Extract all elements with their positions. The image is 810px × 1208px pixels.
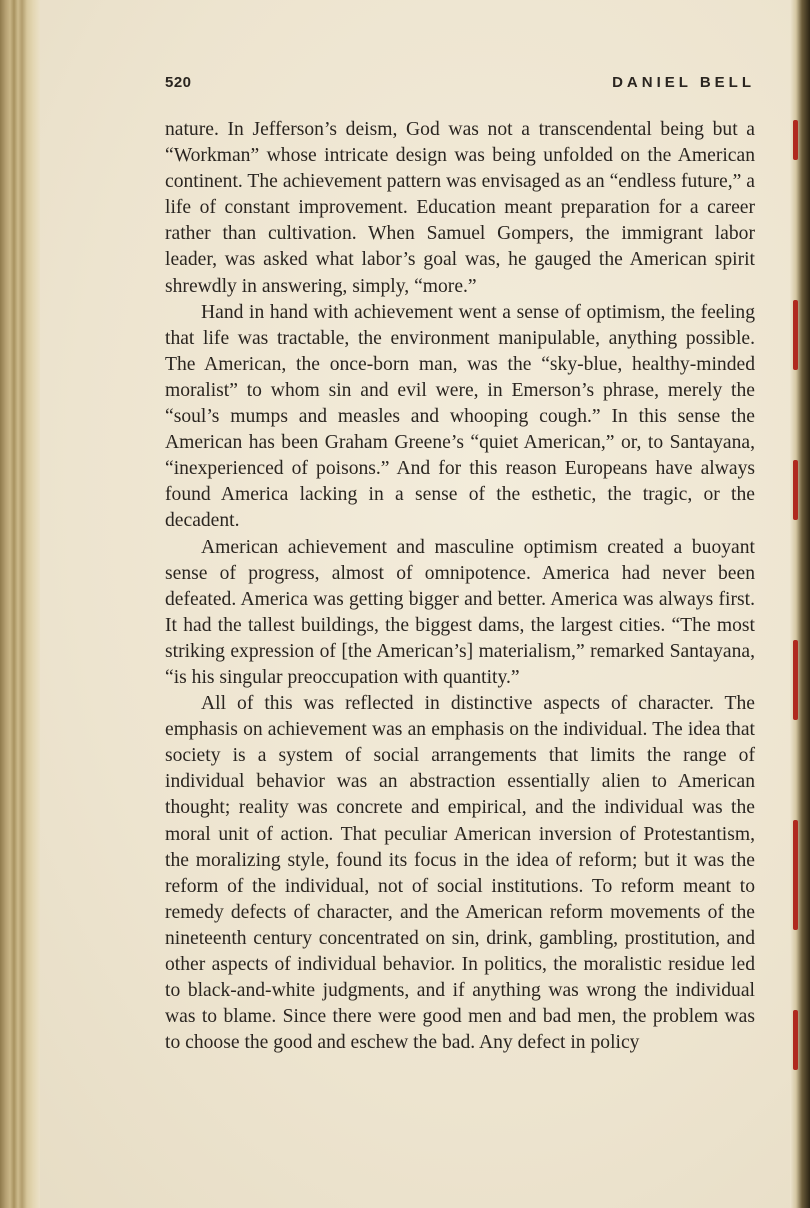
book-spine (0, 0, 40, 1208)
paragraph-1: nature. In Jefferson’s deism, God was not a transcendental being but a “Workman” whose intricate design was being unfolded on the American continent. The achievement pattern was envisaged as an “endless future,” a life of constant improvement. Education meant preparation for a career rather than cultivation. When Samuel Gompers, the immigrant labor leader, was asked what labor’s goal was, he gauged the American spirit shrewdly in answering, simply, “more.” (165, 119, 755, 297)
paragraph-2: Hand in hand with achievement went a sense of optimism, the feeling that life was tractable, the environment manipulable, anything possible. The American, the once-born man, was the “sky-blue, healthy-minded moralist” to whom sin and evil were, in Emerson’s phrase, merely the “soul’s mumps and measles and whooping cough.” In this sense the American has been Graham Greene’s “quiet American,” or, to Santayana, “inexperienced of poisons.” And for this reason Europeans have always found America lacking in a sense of the esthetic, the tragic, or the decadent. (165, 301, 755, 532)
edge-mark (793, 300, 798, 370)
running-head: DANIEL BELL (612, 74, 755, 91)
page-header (165, 74, 755, 102)
edge-mark (793, 640, 798, 720)
page-edge (790, 0, 810, 1208)
paragraph-3: American achievement and masculine optimism created a buoyant sense of progress, almost of omnipotence. America had never been defeated. America was getting bigger and better. America was always first. It had the tallest buildings, the biggest dams, the largest cities. “The most striking expression of [the American’s] materialism,” remarked Santayana, “is his singular preoccupation with quantity.” (165, 536, 755, 688)
page-number: 520 (165, 74, 192, 91)
edge-mark (793, 820, 798, 930)
edge-mark (793, 1010, 798, 1070)
edge-mark (793, 120, 798, 160)
edge-mark (793, 460, 798, 520)
paragraph-4: All of this was reflected in distinctive aspects of character. The emphasis on achievement was an emphasis on the individual. The idea that society is a system of social arrangements that limits the range of individual behavior was an abstraction essentially alien to American thought; reality was concrete and empirical, and the individual was the moral unit of action. That peculiar American inversion of Protestantism, the moralizing style, found its focus in the idea of reform; but it was the reform of the individual, not of social institutions. To reform meant to remedy defects of character, and the American reform movements of the nineteenth century concentrated on sin, drink, gambling, prostitution, and other aspects of individual behavior. In politics, the moralistic residue led to black-and-white judgments, and if anything was wrong the individual was to blame. Since there were good men and bad men, the problem was to choose the good and eschew the bad. Any defect in policy (165, 693, 755, 1054)
body-text (165, 117, 755, 1056)
